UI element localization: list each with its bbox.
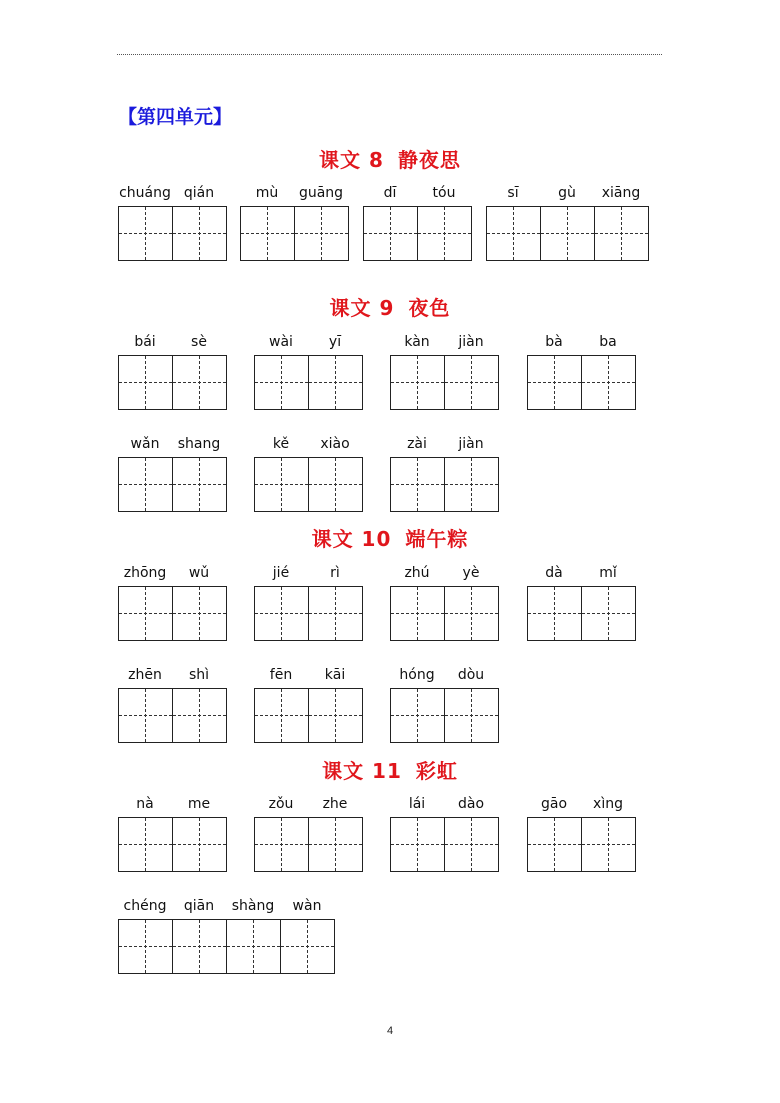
writing-grid — [118, 355, 227, 410]
writing-cell[interactable] — [528, 818, 582, 871]
writing-grid — [118, 206, 227, 261]
pinyin-syllable: xiào — [320, 436, 350, 452]
guide-line-vertical — [417, 458, 418, 511]
guide-line-vertical — [335, 458, 336, 511]
guide-line-vertical — [335, 587, 336, 640]
guide-line-vertical — [145, 920, 146, 973]
writing-cell[interactable] — [391, 356, 445, 409]
writing-cell[interactable] — [119, 818, 173, 871]
pinyin-syllable: dà — [545, 565, 563, 581]
guide-line-vertical — [471, 689, 472, 742]
pinyin-syllable: qián — [183, 185, 215, 201]
writing-grid — [363, 206, 472, 261]
pinyin-syllable: sī — [507, 185, 519, 201]
writing-cell[interactable] — [255, 356, 309, 409]
pinyin-syllable: shì — [188, 667, 210, 683]
guide-line-vertical — [321, 207, 322, 260]
pinyin-syllable: rì — [330, 565, 340, 581]
lesson-number: 课文 10 — [311, 527, 392, 551]
lesson-title — [0, 523, 780, 552]
pinyin-syllable: mù — [255, 185, 279, 201]
writing-grid — [254, 688, 363, 743]
guide-line-vertical — [417, 587, 418, 640]
writing-grid — [118, 817, 227, 872]
writing-cell[interactable] — [173, 920, 227, 973]
writing-cell[interactable] — [528, 587, 582, 640]
writing-cell[interactable] — [119, 207, 173, 260]
guide-line-vertical — [621, 207, 622, 260]
pinyin-syllable: kàn — [404, 334, 430, 350]
writing-grid — [254, 817, 363, 872]
writing-cell[interactable] — [391, 689, 445, 742]
writing-cell[interactable] — [582, 356, 635, 409]
guide-line-vertical — [335, 356, 336, 409]
pinyin-syllable: bà — [545, 334, 563, 350]
writing-cell[interactable] — [445, 689, 498, 742]
pinyin-syllable: qiān — [183, 898, 215, 914]
guide-line-vertical — [199, 818, 200, 871]
guide-line-vertical — [281, 458, 282, 511]
guide-line-vertical — [335, 818, 336, 871]
writing-cell[interactable] — [582, 818, 635, 871]
writing-cell[interactable] — [364, 207, 418, 260]
pinyin-syllable: zhōng — [123, 565, 167, 581]
pinyin-syllable: jié — [272, 565, 290, 581]
lesson-number: 课文 9 — [329, 296, 395, 320]
guide-line-vertical — [608, 356, 609, 409]
lesson-name: 端午粽 — [405, 527, 469, 551]
guide-line-vertical — [417, 689, 418, 742]
guide-line-vertical — [390, 207, 391, 260]
lesson-name: 夜色 — [408, 296, 451, 320]
pinyin-syllable: shang — [177, 436, 221, 452]
writing-grid — [240, 206, 349, 261]
pinyin-syllable: wǔ — [188, 565, 210, 581]
lesson-number: 课文 8 — [319, 148, 384, 172]
guide-line-vertical — [199, 920, 200, 973]
guide-line-vertical — [145, 458, 146, 511]
unit-title: 【第四单元】 — [118, 106, 233, 128]
writing-grid — [527, 817, 636, 872]
writing-cell[interactable] — [418, 207, 471, 260]
writing-grid — [118, 919, 335, 974]
pinyin-syllable: wài — [269, 334, 293, 350]
guide-line-vertical — [199, 356, 200, 409]
writing-cell[interactable] — [173, 207, 226, 260]
pinyin-syllable: sè — [191, 334, 207, 350]
pinyin-syllable: mǐ — [599, 565, 617, 581]
guide-line-vertical — [567, 207, 568, 260]
pinyin-syllable: dī — [383, 185, 397, 201]
pinyin-syllable: chéng — [123, 898, 167, 914]
lesson-name: 彩虹 — [415, 759, 458, 783]
writing-cell[interactable] — [445, 818, 498, 871]
guide-line-vertical — [281, 818, 282, 871]
guide-line-vertical — [145, 818, 146, 871]
writing-cell[interactable] — [255, 689, 309, 742]
writing-cell[interactable] — [582, 587, 635, 640]
writing-cell[interactable] — [487, 207, 541, 260]
writing-grid — [254, 355, 363, 410]
guide-line-vertical — [417, 356, 418, 409]
pinyin-syllable: hóng — [399, 667, 435, 683]
writing-cell[interactable] — [445, 356, 498, 409]
pinyin-syllable: lái — [408, 796, 426, 812]
guide-line-vertical — [199, 207, 200, 260]
writing-cell[interactable] — [445, 587, 498, 640]
guide-line-vertical — [145, 587, 146, 640]
pinyin-syllable: dào — [457, 796, 485, 812]
guide-line-vertical — [471, 818, 472, 871]
pinyin-syllable: bái — [134, 334, 156, 350]
pinyin-syllable: gù — [558, 185, 576, 201]
guide-line-vertical — [471, 587, 472, 640]
guide-line-vertical — [145, 689, 146, 742]
writing-cell[interactable] — [391, 458, 445, 511]
guide-line-vertical — [281, 587, 282, 640]
pinyin-syllable: kāi — [324, 667, 346, 683]
writing-cell[interactable] — [445, 458, 498, 511]
guide-line-vertical — [444, 207, 445, 260]
pinyin-syllable: zài — [407, 436, 427, 452]
pinyin-syllable: me — [187, 796, 211, 812]
guide-line-vertical — [199, 587, 200, 640]
writing-cell[interactable] — [119, 689, 173, 742]
guide-line-vertical — [199, 689, 200, 742]
guide-line-vertical — [554, 818, 555, 871]
page-number: 4 — [386, 1025, 394, 1037]
writing-cell[interactable] — [309, 356, 362, 409]
writing-grid — [118, 457, 227, 512]
writing-cell[interactable] — [173, 818, 226, 871]
pinyin-syllable: jiàn — [458, 436, 484, 452]
guide-line-vertical — [335, 689, 336, 742]
pinyin-syllable: zǒu — [268, 796, 294, 812]
writing-cell[interactable] — [255, 458, 309, 511]
guide-line-vertical — [471, 458, 472, 511]
pinyin-syllable: chuáng — [119, 185, 171, 201]
writing-cell[interactable] — [309, 818, 362, 871]
writing-grid — [118, 688, 227, 743]
pinyin-syllable: jiàn — [458, 334, 484, 350]
guide-line-vertical — [253, 920, 254, 973]
guide-line-vertical — [513, 207, 514, 260]
writing-grid — [486, 206, 649, 261]
pinyin-syllable: shàng — [231, 898, 275, 914]
guide-line-vertical — [417, 818, 418, 871]
guide-line-vertical — [267, 207, 268, 260]
pinyin-syllable: xìng — [593, 796, 623, 812]
lesson-number: 课文 11 — [322, 759, 402, 783]
writing-cell[interactable] — [309, 458, 362, 511]
writing-grid — [254, 586, 363, 641]
pinyin-syllable: nà — [136, 796, 154, 812]
lesson-title — [0, 755, 780, 784]
guide-line-vertical — [471, 356, 472, 409]
writing-cell[interactable] — [255, 818, 309, 871]
guide-line-vertical — [554, 356, 555, 409]
guide-line-vertical — [281, 356, 282, 409]
pinyin-syllable: guāng — [298, 185, 344, 201]
pinyin-syllable: zhēn — [128, 667, 162, 683]
writing-cell[interactable] — [391, 818, 445, 871]
writing-cell[interactable] — [528, 356, 582, 409]
writing-cell[interactable] — [173, 356, 226, 409]
writing-cell[interactable] — [119, 920, 173, 973]
writing-cell[interactable] — [241, 207, 295, 260]
pinyin-syllable: tóu — [432, 185, 456, 201]
writing-cell[interactable] — [541, 207, 595, 260]
pinyin-syllable: wàn — [292, 898, 322, 914]
writing-cell[interactable] — [255, 587, 309, 640]
guide-line-vertical — [281, 689, 282, 742]
lesson-name: 静夜思 — [397, 148, 461, 172]
pinyin-syllable: gāo — [540, 796, 568, 812]
writing-grid — [390, 817, 499, 872]
guide-line-vertical — [554, 587, 555, 640]
guide-line-vertical — [307, 920, 308, 973]
writing-cell[interactable] — [295, 207, 348, 260]
writing-grid — [390, 586, 499, 641]
guide-line-vertical — [608, 587, 609, 640]
writing-grid — [390, 355, 499, 410]
writing-cell[interactable] — [595, 207, 648, 260]
pinyin-syllable: fēn — [269, 667, 293, 683]
writing-cell[interactable] — [119, 458, 173, 511]
guide-line-vertical — [199, 458, 200, 511]
pinyin-syllable: xiāng — [601, 185, 641, 201]
writing-cell[interactable] — [173, 689, 226, 742]
writing-grid — [390, 457, 499, 512]
pinyin-syllable: wǎn — [130, 436, 160, 452]
writing-cell[interactable] — [119, 356, 173, 409]
writing-cell[interactable] — [173, 458, 226, 511]
header-dotted-rule — [117, 54, 662, 55]
writing-grid — [527, 355, 636, 410]
writing-grid — [254, 457, 363, 512]
writing-cell[interactable] — [391, 587, 445, 640]
guide-line-vertical — [608, 818, 609, 871]
lesson-title — [0, 292, 780, 321]
pinyin-syllable: zhe — [322, 796, 348, 812]
writing-cell[interactable] — [173, 587, 226, 640]
pinyin-syllable: yī — [328, 334, 342, 350]
writing-grid — [118, 586, 227, 641]
pinyin-syllable: ba — [599, 334, 617, 350]
pinyin-syllable: dòu — [457, 667, 485, 683]
guide-line-vertical — [145, 356, 146, 409]
pinyin-syllable: kě — [272, 436, 290, 452]
writing-cell[interactable] — [309, 689, 362, 742]
writing-cell[interactable] — [227, 920, 281, 973]
writing-cell[interactable] — [309, 587, 362, 640]
writing-cell[interactable] — [119, 587, 173, 640]
lesson-title — [0, 144, 780, 173]
writing-grid — [390, 688, 499, 743]
pinyin-syllable: yè — [462, 565, 480, 581]
pinyin-syllable: zhú — [404, 565, 430, 581]
writing-cell[interactable] — [281, 920, 334, 973]
guide-line-vertical — [145, 207, 146, 260]
writing-grid — [527, 586, 636, 641]
